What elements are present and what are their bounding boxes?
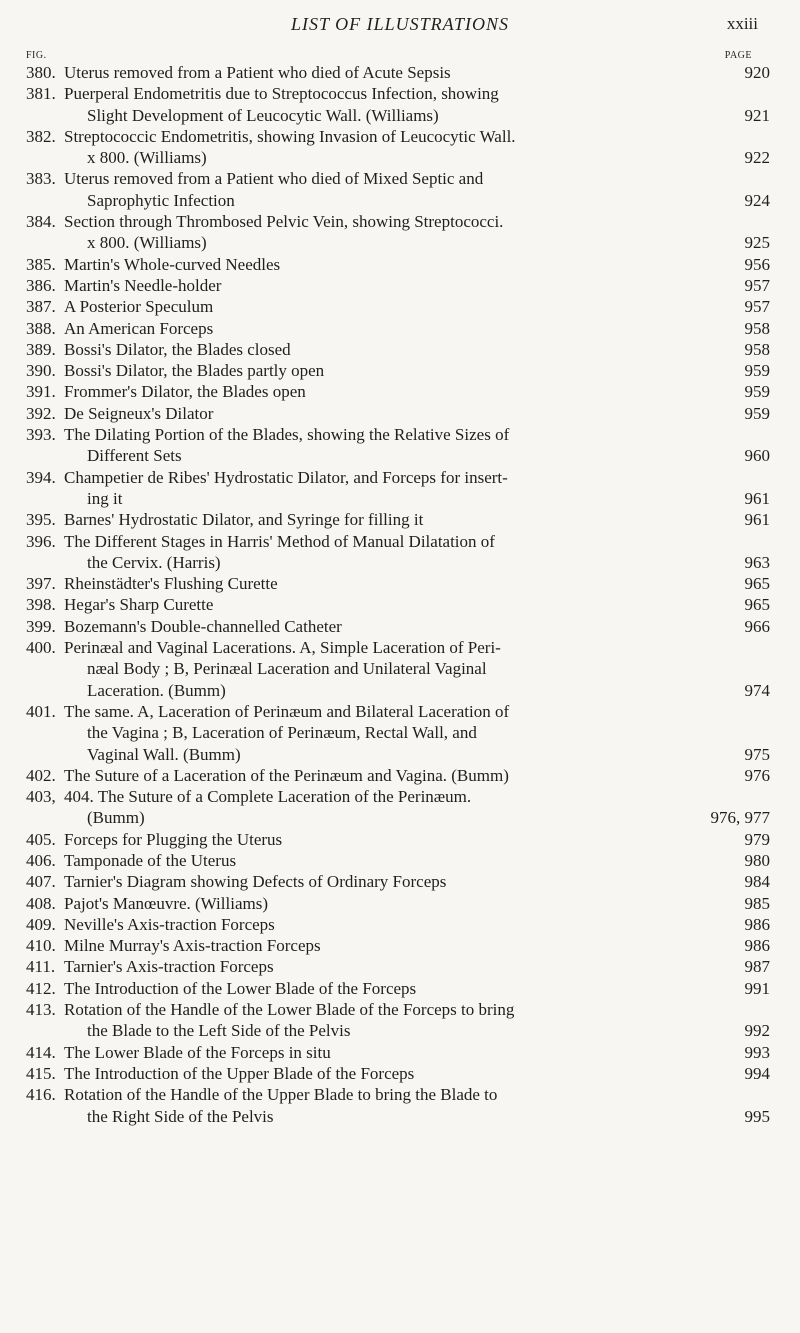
entry-title-line: (Bumm) — [87, 808, 145, 828]
entry-title-line: Bozemann's Double-channelled Catheter — [64, 616, 342, 636]
page-number: 995 — [744, 1106, 770, 1126]
figure-number: 395. — [26, 510, 56, 530]
entry-text — [64, 594, 724, 615]
entry-text — [64, 360, 724, 381]
figure-number: 392. — [26, 403, 56, 423]
figure-number: 384. — [26, 212, 56, 232]
page-number: 920 — [744, 63, 770, 82]
entry-text — [64, 211, 724, 254]
page-number: 985 — [744, 893, 770, 913]
entry-title-line: the Cervix. (Harris) — [87, 552, 221, 572]
entry-title-line: Slight Development of Leucocytic Wall. (Williams) — [87, 105, 439, 125]
list-item — [26, 424, 770, 467]
entry-text — [64, 829, 724, 850]
page-number: 976 — [744, 765, 770, 785]
figure-number: 380. — [26, 63, 56, 82]
entry-title-line: The Different Stages in Harris' Method of Manual Dilatation of — [64, 531, 495, 551]
figure-number: 406. — [26, 850, 56, 870]
list-item — [26, 211, 770, 254]
list-item — [26, 168, 770, 211]
list-item — [26, 275, 770, 296]
list-item — [26, 765, 770, 786]
figure-number: 398. — [26, 595, 56, 615]
page-header — [0, 14, 800, 44]
page-number: 986 — [744, 914, 770, 934]
entry-title-line: x 800. (Williams) — [87, 233, 207, 253]
page-number: 993 — [744, 1042, 770, 1062]
entry-title-line: The Lower Blade of the Forceps in situ — [64, 1042, 331, 1062]
entry-title-line: The Introduction of the Upper Blade of the Forceps — [64, 1063, 415, 1083]
page-number: 976, 977 — [710, 808, 770, 828]
figure-number: 394. — [26, 467, 56, 487]
entry-text — [64, 126, 724, 169]
entry-text — [64, 467, 724, 510]
entry-title-line: the Right Side of the Pelvis — [87, 1106, 274, 1126]
entry-title-line: The Introduction of the Lower Blade of the Forceps — [64, 978, 417, 998]
entry-title-line: Barnes' Hydrostatic Dilator, and Syringe for filling it — [64, 510, 424, 530]
page-number: 994 — [744, 1063, 770, 1083]
entry-title-line: Pajot's Manœuvre. (Williams) — [64, 893, 268, 913]
entry-title-line: 404. The Suture of a Complete Laceration of the Perinæum. — [64, 787, 472, 807]
entry-text — [64, 616, 724, 637]
page-number: 979 — [744, 829, 770, 849]
entry-title-line: Forceps for Plugging the Uterus — [64, 829, 283, 849]
entry-title-line: the Vagina ; B, Laceration of Perinæum, Rectal Wall, and — [87, 723, 477, 743]
figure-number: 391. — [26, 382, 56, 402]
list-item — [26, 701, 770, 765]
page-number: 959 — [744, 361, 770, 381]
entry-text — [64, 403, 724, 424]
list-item — [26, 1063, 770, 1084]
entry-text — [64, 424, 724, 467]
page-number: 957 — [744, 297, 770, 317]
list-item — [26, 935, 770, 956]
entry-title-line: The Suture of a Laceration of the Perinæum and Vagina. (Bumm) — [64, 765, 509, 785]
list-item — [26, 850, 770, 871]
entry-title-line: næal Body ; B, Perinæal Laceration and Unilateral Vaginal — [87, 659, 487, 679]
figure-number: 381. — [26, 84, 56, 104]
list-item — [26, 531, 770, 574]
figure-number: 387. — [26, 297, 56, 317]
page-number: 992 — [744, 1021, 770, 1041]
figure-number: 400. — [26, 638, 56, 658]
entry-title-line: Martin's Needle-holder — [64, 275, 222, 295]
page-column-label: PAGE — [724, 50, 752, 61]
page-number: 974 — [744, 680, 770, 700]
entry-text — [64, 168, 724, 211]
list-item — [26, 573, 770, 594]
entry-title-line: Uterus removed from a Patient who died of Mixed Septic and — [64, 169, 484, 189]
entry-text — [64, 275, 724, 296]
entry-text — [64, 339, 724, 360]
entry-text — [64, 999, 724, 1042]
illustration-list — [26, 62, 770, 1127]
entry-text — [64, 701, 724, 765]
entry-title-line: the Blade to the Left Side of the Pelvis — [87, 1021, 351, 1041]
list-item — [26, 786, 770, 829]
page-number: 966 — [744, 616, 770, 636]
entry-title-line: Rotation of the Handle of the Upper Blade to bring the Blade to — [64, 1085, 498, 1105]
entry-title-line: Puerperal Endometritis due to Streptococcus Infection, showing — [64, 84, 499, 104]
entry-title-line: Milne Murray's Axis-traction Forceps — [64, 936, 321, 956]
entry-title-line: ing it — [87, 488, 123, 508]
list-item — [26, 637, 770, 701]
figure-number: 409. — [26, 914, 56, 934]
entry-text — [64, 871, 724, 892]
figure-number: 385. — [26, 254, 56, 274]
list-item — [26, 318, 770, 339]
list-item — [26, 339, 770, 360]
list-item — [26, 1084, 770, 1127]
page-number: 959 — [744, 403, 770, 423]
entry-text — [64, 893, 724, 914]
page-number: 957 — [744, 275, 770, 295]
entry-title-line: Martin's Whole-curved Needles — [64, 254, 281, 274]
figure-number: 390. — [26, 361, 56, 381]
entry-title-line: De Seigneux's Dilator — [64, 403, 214, 423]
entry-text — [64, 956, 724, 977]
fig-column-label: FIG. — [26, 50, 47, 61]
page-number: 958 — [744, 339, 770, 359]
list-item — [26, 616, 770, 637]
page-number: 984 — [744, 872, 770, 892]
list-item — [26, 956, 770, 977]
entry-title-line: Champetier de Ribes' Hydrostatic Dilator, and Forceps for insert- — [64, 467, 508, 487]
entry-title-line: x 800. (Williams) — [87, 148, 207, 168]
entry-text — [64, 765, 724, 786]
entry-title-line: Rotation of the Handle of the Lower Blade of the Forceps to bring — [64, 1000, 515, 1020]
list-item — [26, 594, 770, 615]
entry-title-line: A Posterior Speculum — [64, 297, 214, 317]
entry-title-line: The same. A, Laceration of Perinæum and Bilateral Laceration of — [64, 701, 510, 721]
page-number: 922 — [744, 148, 770, 168]
page-number: 991 — [744, 978, 770, 998]
entry-title-line: The Dilating Portion of the Blades, showing the Relative Sizes of — [64, 425, 510, 445]
list-item — [26, 403, 770, 424]
entry-title-line: Tarnier's Diagram showing Defects of Ordinary Forceps — [64, 872, 447, 892]
list-item — [26, 381, 770, 402]
figure-number: 412. — [26, 978, 56, 998]
list-item — [26, 978, 770, 999]
page-number: 925 — [744, 233, 770, 253]
entry-text — [64, 509, 724, 530]
entry-title-line: Uterus removed from a Patient who died of Acute Sepsis — [64, 63, 451, 82]
figure-number: 396. — [26, 531, 56, 551]
page-number: 961 — [744, 488, 770, 508]
entry-title-line: Saprophytic Infection — [87, 190, 235, 210]
list-item — [26, 296, 770, 317]
entry-title-line: Rheinstädter's Flushing Curette — [64, 574, 278, 594]
figure-number: 402. — [26, 765, 56, 785]
list-item — [26, 467, 770, 510]
entry-text — [64, 850, 724, 871]
figure-number: 407. — [26, 872, 56, 892]
page-number: 961 — [744, 510, 770, 530]
entry-title-line: Neville's Axis-traction Forceps — [64, 914, 275, 934]
running-title: LIST OF ILLUSTRATIONS — [290, 14, 510, 34]
list-item — [26, 893, 770, 914]
entry-text — [64, 318, 724, 339]
entry-text — [64, 637, 724, 701]
page-number: 921 — [744, 105, 770, 125]
page-number: 924 — [744, 190, 770, 210]
entry-text — [64, 531, 724, 574]
entry-text — [64, 254, 724, 275]
list-item — [26, 999, 770, 1042]
entry-title-line: Streptococcic Endometritis, showing Invasion of Leucocytic Wall. — [64, 126, 516, 146]
page-number: 963 — [744, 552, 770, 572]
entry-text — [64, 83, 724, 126]
figure-number: 411. — [26, 957, 56, 977]
list-item — [26, 509, 770, 530]
figure-number: 383. — [26, 169, 56, 189]
figure-number: 413. — [26, 1000, 56, 1020]
figure-number: 399. — [26, 616, 56, 636]
entry-text — [64, 786, 724, 829]
list-item — [26, 360, 770, 381]
entry-title-line: Perinæal and Vaginal Lacerations. A, Simple Laceration of Peri- — [64, 638, 501, 658]
entry-title-line: Tarnier's Axis-traction Forceps — [64, 957, 274, 977]
figure-number: 416. — [26, 1085, 56, 1105]
figure-number: 414. — [26, 1042, 56, 1062]
entry-text — [64, 1063, 724, 1084]
list-item — [26, 1042, 770, 1063]
figure-number: 405. — [26, 829, 56, 849]
entry-text — [64, 978, 724, 999]
entry-title-line: Bossi's Dilator, the Blades closed — [64, 339, 291, 359]
figure-number: 389. — [26, 339, 56, 359]
page-number: 986 — [744, 936, 770, 956]
figure-number: 403, — [26, 787, 56, 807]
entry-text — [64, 935, 724, 956]
list-item — [26, 126, 770, 169]
entry-text — [64, 296, 724, 317]
entry-title-line: Hegar's Sharp Curette — [64, 595, 214, 615]
entry-text — [64, 573, 724, 594]
figure-number: 410. — [26, 936, 56, 956]
entry-text — [64, 1084, 724, 1127]
figure-number: 388. — [26, 318, 56, 338]
page-number: 960 — [744, 446, 770, 466]
entry-title-line: Bossi's Dilator, the Blades partly open — [64, 361, 325, 381]
entry-text — [64, 62, 724, 83]
page-number: 956 — [744, 254, 770, 274]
list-item — [26, 829, 770, 850]
entry-text — [64, 1042, 724, 1063]
list-item — [26, 914, 770, 935]
figure-number: 397. — [26, 574, 56, 594]
entry-title-line: Tamponade of the Uterus — [64, 850, 237, 870]
figure-number: 386. — [26, 275, 56, 295]
figure-number: 393. — [26, 425, 56, 445]
list-item — [26, 83, 770, 126]
entry-text — [64, 914, 724, 935]
figure-number: 415. — [26, 1063, 56, 1083]
list-item — [26, 62, 770, 83]
list-item — [26, 871, 770, 892]
entry-title-line: Section through Thrombosed Pelvic Vein, showing Streptococci. — [64, 212, 504, 232]
page-numeral: xxiii — [726, 14, 758, 33]
entry-title-line: Different Sets — [87, 446, 182, 466]
entry-title-line: Vaginal Wall. (Bumm) — [87, 744, 241, 764]
figure-number: 408. — [26, 893, 56, 913]
entry-title-line: Frommer's Dilator, the Blades open — [64, 382, 306, 402]
page-number: 959 — [744, 382, 770, 402]
entry-text — [64, 381, 724, 402]
page-number: 965 — [744, 574, 770, 594]
figure-number: 401. — [26, 701, 56, 721]
figure-number: 382. — [26, 126, 56, 146]
page-number: 975 — [744, 744, 770, 764]
list-item — [26, 254, 770, 275]
page-number: 987 — [744, 957, 770, 977]
entry-title-line: An American Forceps — [64, 318, 214, 338]
page-number: 958 — [744, 318, 770, 338]
page-number: 965 — [744, 595, 770, 615]
page-number: 980 — [744, 850, 770, 870]
entry-title-line: Laceration. (Bumm) — [87, 680, 226, 700]
